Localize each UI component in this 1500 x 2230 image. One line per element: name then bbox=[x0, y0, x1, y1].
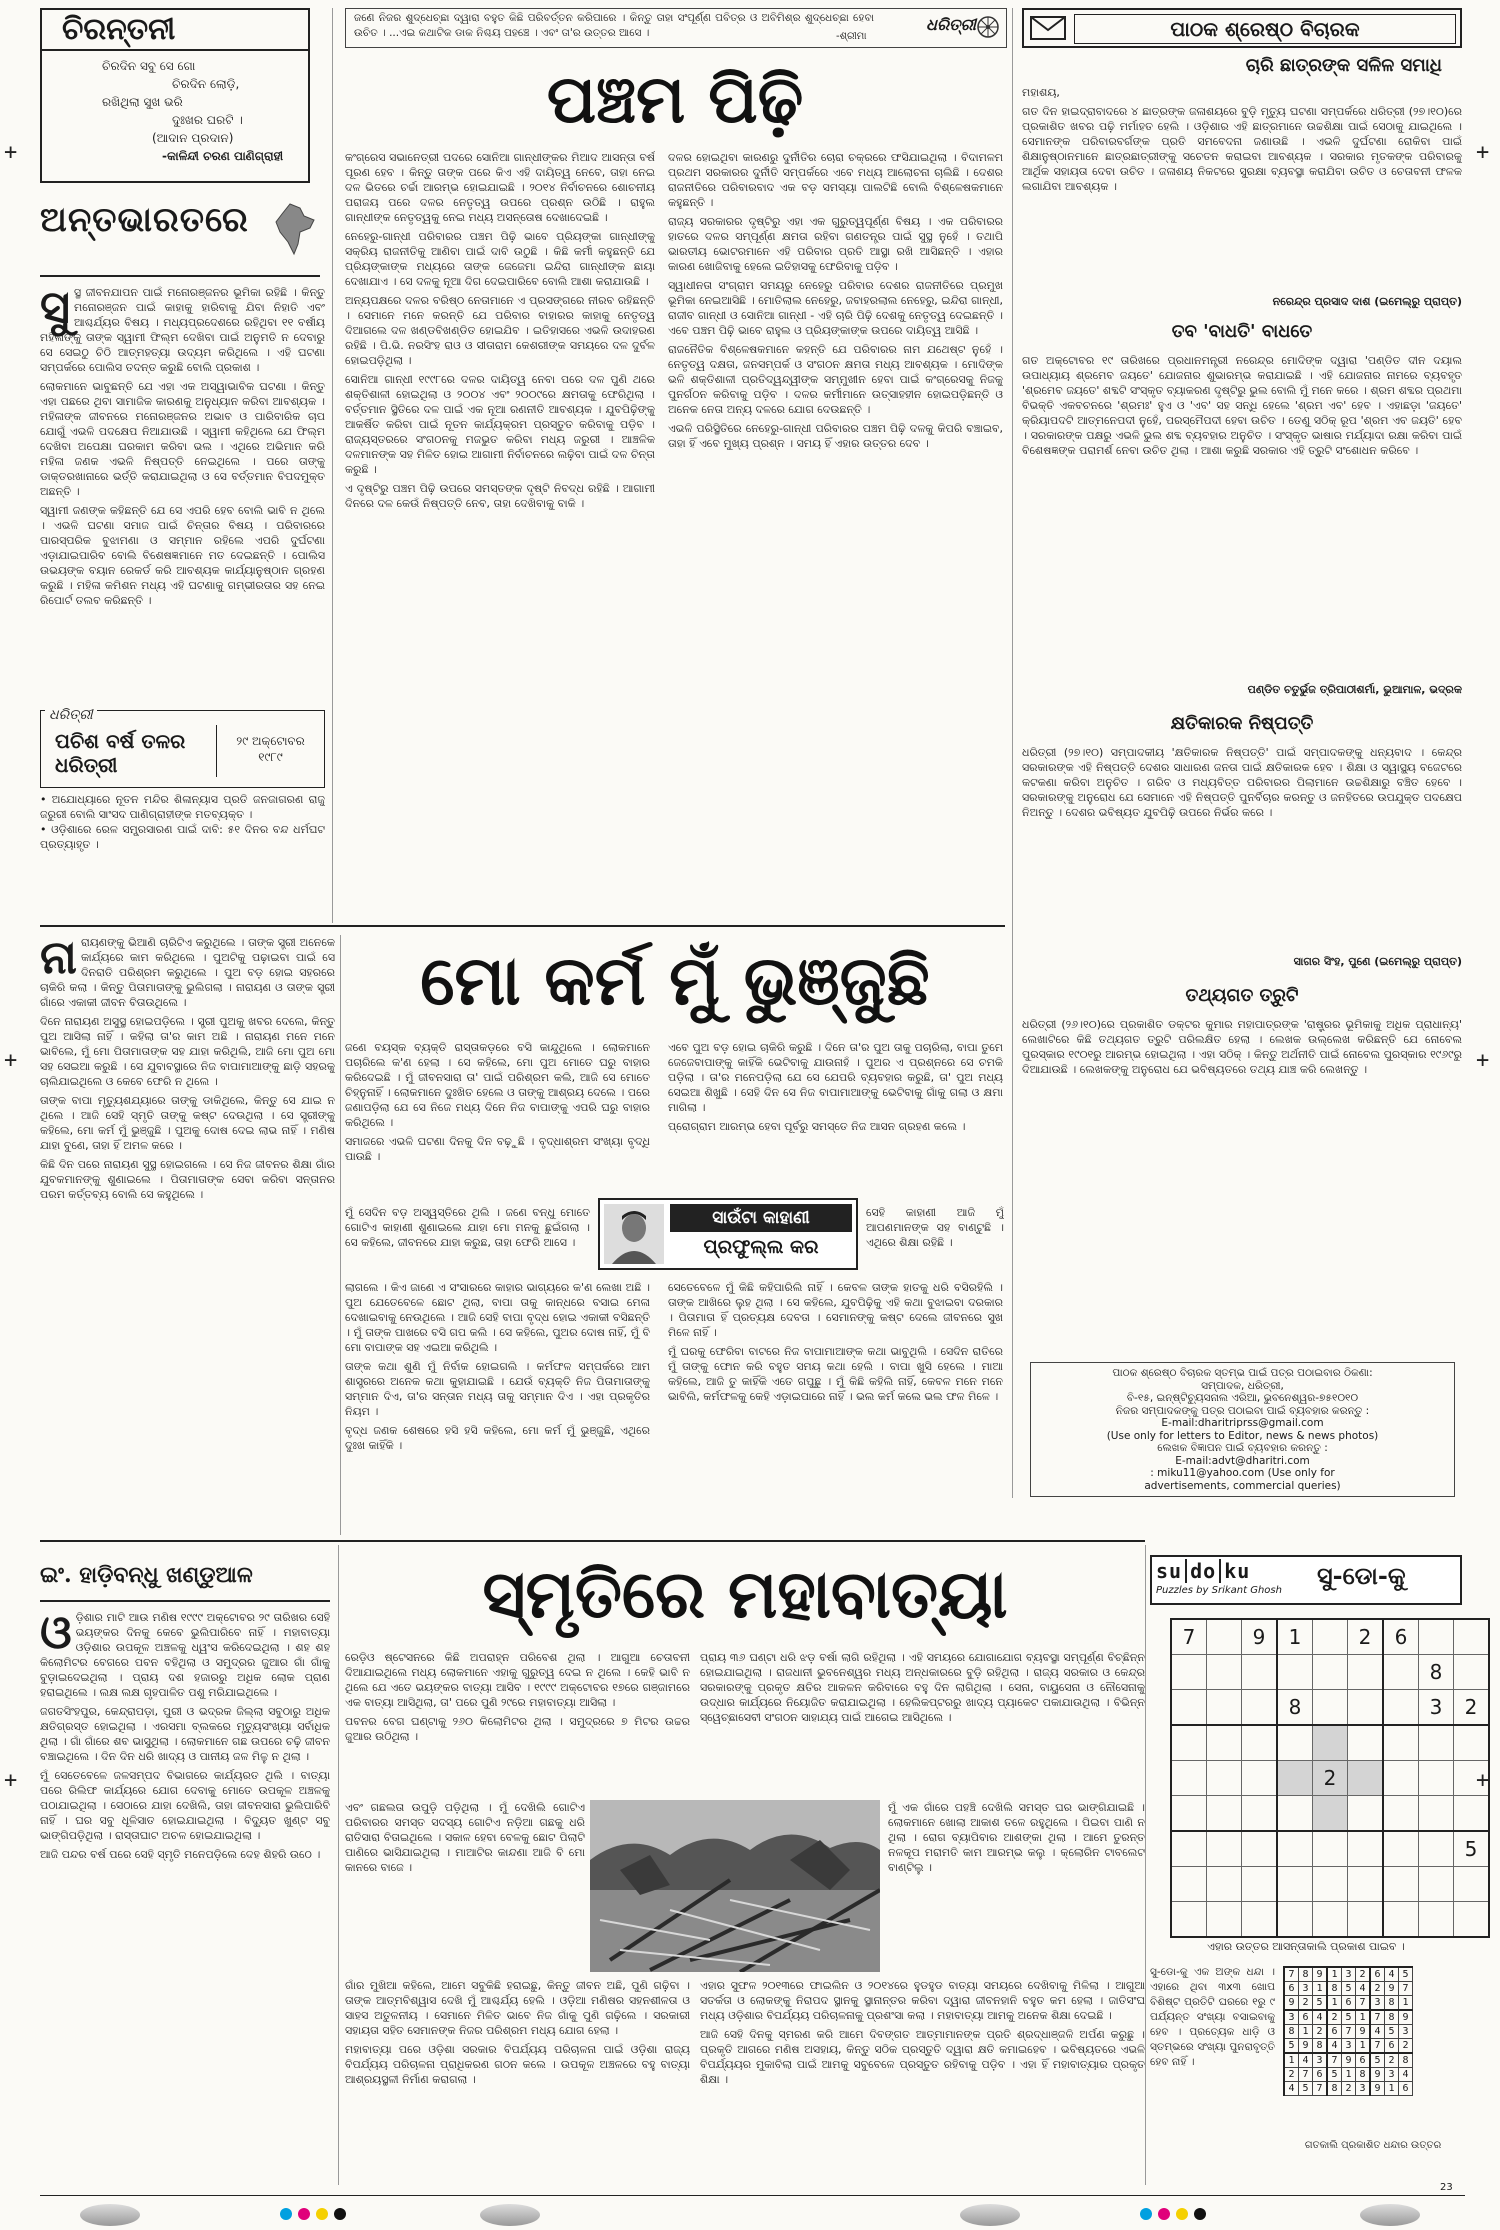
sudoku-cell[interactable] bbox=[1171, 1831, 1207, 1867]
sudoku-cell[interactable] bbox=[1313, 1831, 1348, 1867]
sudoku-cell[interactable]: 2 bbox=[1313, 1761, 1348, 1796]
sudoku-cell[interactable] bbox=[1348, 1690, 1384, 1726]
sudoku-cell[interactable] bbox=[1277, 1761, 1313, 1796]
solution-cell: 8 bbox=[1313, 2039, 1328, 2054]
letter-body: ମହାଶୟ, ଗତ ଦିନ ହାଇଦ୍ରାବାଦରେ ୪ ଛାତ୍ରଙ୍କ ଜଳାଶୟରେ ବୁଡ଼ି ମୃତ୍ୟୁ ଘଟଣା ସମ୍ପର୍କରେ ଧରିତ୍ରୀ (୨୭।୧୦)ରେ ପ୍ରକାଶିତ ଖବର ପଢ଼ି ମର୍ମାହତ ହେଲି । ଓଡ଼ିଶାର ଏହି ଛାତ୍ରମାନେ ଉଚ୍ଚଶିକ୍ଷା ପାଇଁ ସେଠାକୁ ଯାଇଥିଲେ । ସେମାନଙ୍କ ପରିବାରବର୍ଗଙ୍କ ପ୍ରତି ସମବେଦନା ଜଣାଉଛି । ଏଭଳି ଦୁର୍ଘଟଣା ରୋକିବା ପାଇଁ ଶିକ୍ଷାନୁଷ୍ଠାନମାନେ ଛାତ୍ରଛାତ୍ରୀଙ୍କୁ ସଚେତନ କରାଇବା ଆବଶ୍ୟକ । ସରକାର ମୃତକଙ୍କ ପରିବାରକୁ ଆର୍ଥିକ ସହାୟତା ଦେବା ଉଚିତ । ଜଳାଶୟ ନିକଟରେ ସୁରକ୍ଷା ବ୍ୟବସ୍ଥା କରାଯିବା ଉଚିତ ଓ ଚେତାବନୀ ଫଳକ ଲଗାଯିବା ଆବଶ୍ୟକ । bbox=[1022, 86, 1462, 193]
solution-cell: 9 bbox=[1370, 2082, 1385, 2096]
quote-author: -ଶ୍ରୀମା bbox=[836, 31, 867, 42]
solution-cell: 4 bbox=[1356, 1982, 1371, 1996]
solution-cell: 6 bbox=[1385, 2039, 1399, 2054]
sudoku-cell[interactable] bbox=[1277, 1902, 1313, 1938]
antarbharat-body: ସୁସ୍ଥ ଜୀବନଯାପନ ପାଇଁ ମନୋରଞ୍ଜନର ଭୂମିକା ରହିଛି । କିନ୍ତୁ ମନୋରଞ୍ଜନ ପାଇଁ କାହାକୁ ହାରିବାକୁ ଯିବା ନିହାତି ଏବଂ ଆଶ୍ଚର୍ଯ୍ୟର ବିଷୟ । ମଧ୍ୟପ୍ରଦେଶରେ ରହିଥିବା ୧୧ ବର୍ଷୀୟ ମହିଳାଙ୍କୁ ତାଙ୍କ ସ୍ୱାମୀ ଫିଲ୍ମ ଦେଖିବା ପାଇଁ ଅନୁମତି ନ ଦେବାରୁ ସେ ସେଇଠୁ ଚିଠି ଆତ୍ମହତ୍ୟା ଉଦ୍ୟମ କରିଥିଲେ । ଏହି ଘଟଣା ସମ୍ପର୍କରେ ପୋଲିସ ତଦନ୍ତ କରୁଛି ବୋଲି ପ୍ରକାଶ । ଲୋକମାନେ ଭାବୁଛନ୍ତି ଯେ ଏହା ଏକ ଅସ୍ୱାଭାବିକ ଘଟଣା । କିନ୍ତୁ ଏହା ପଛରେ ଥିବା ସାମାଜିକ କାରଣକୁ ଅନୁଧ୍ୟାନ କରିବା ଆବଶ୍ୟକ । ମହିଳାଙ୍କ ଜୀବନରେ ମନୋରଞ୍ଜନର ଅଭାବ ଓ ପାରିବାରିକ ଚାପ ଯୋଗୁଁ ଏଭଳି ପଦକ୍ଷେପ ନିଆଯାଉଛି । ସ୍ୱାମୀ କହିଥିଲେ ଯେ ଫିଲ୍ମ ଦେଖିବା ଅପେକ୍ଷା ଘରକାମ କରିବା ଭଲ । ଏଥିରେ ଅଭିମାନ କରି ମହିଳା ଜଣକ ଏଭଳି ନିଷ୍ପତ୍ତି ନେଇଥିଲେ । ପରେ ତାଙ୍କୁ ଡାକ୍ତରଖାନାରେ ଭର୍ତ୍ତି କରାଯାଇଥିଲା ଓ ସେ ବର୍ତ୍ତମାନ ବିପଦମୁକ୍ତ ଅଛନ୍ତି । ସ୍ୱାମୀ ଜଣଙ୍କ କହିଛନ୍ତି ଯେ ସେ ଏପରି ହେବ ବୋଲି ଭାବି ନ ଥିଲେ । ଏଭଳି ଘଟଣା ସମାଜ ପାଇଁ ଚିନ୍ତାର ବିଷୟ । ପରିବାରରେ ପାରସ୍ପରିକ ବୁଝାମଣା ଓ ସମ୍ମାନ ରହିଲେ ଏପରି ଦୁର୍ଘଟଣା ଏଡ଼ାଯାଇପାରିବ ବୋଲି ବିଶେଷଜ୍ଞମାନେ ମତ ଦେଇଛନ୍ତି । ପୋଲିସ ଉଭୟଙ୍କ ବୟାନ ରେକର୍ଡ କରି ଆବଶ୍ୟକ କାର୍ଯ୍ୟାନୁଷ୍ଠାନ ଗ୍ରହଣ କରୁଛି । ମହିଳା କମିଶନ ମଧ୍ୟ ଏହି ଘଟଣାକୁ ଗମ୍ଭୀରତାର ସହ ନେଇ ରିପୋର୍ଟ ତଲବ କରିଛନ୍ତି । bbox=[40, 285, 325, 607]
pathak-title: ପାଠକ ଶ୍ରେଷ୍ଠ ବିଚାରକ bbox=[1074, 14, 1456, 44]
flashback-date: ୨୯ ଅକ୍ଟୋବର ୧୯୮୯ bbox=[236, 734, 305, 764]
smruti-title: ସ୍ମୃତିରେ ମହାବାତ୍ୟା bbox=[482, 1555, 1008, 1633]
solution-cell: 8 bbox=[1299, 1967, 1313, 1982]
solution-cell: 1 bbox=[1399, 1996, 1413, 2011]
crop-mark: + bbox=[1476, 1768, 1490, 1793]
sudoku-cell[interactable] bbox=[1419, 1867, 1454, 1902]
sudoku-cell[interactable]: 2 bbox=[1348, 1619, 1384, 1655]
flashback-items bbox=[40, 792, 325, 852]
sudoku-cell[interactable] bbox=[1277, 1796, 1313, 1832]
crop-mark: + bbox=[4, 140, 18, 165]
sudoku-title: ସୁ-ଡୋ-କୁ bbox=[1317, 1561, 1406, 1590]
sudoku-cell[interactable] bbox=[1454, 1902, 1490, 1938]
mo-karma-col-2c: ଲାଗଲେ । କିଏ ଜାଣେ ଏ ସଂସାରରେ କାହାର ଭାଗ୍ୟରେ କ'ଣ ଲେଖା ଅଛି । ପୁଅ ଯେତେବେଳେ ଛୋଟ ଥିଲା, ବାପା ତାକୁ କାନ୍ଧରେ ବସାଇ ମେଳା ଦେଖାଇବାକୁ ନେଉଥିଲେ । ଆଜି ସେହି ବାପା ବୃଦ୍ଧ ହୋଇ ଏକାକୀ ବସିଛନ୍ତି । ମୁଁ ତାଙ୍କ ପାଖରେ ବସି ଗପ କଲି । ସେ କହିଲେ, ପୁଅର ଦୋଷ ନାହିଁ, ମୁଁ ବି ମୋ ବାପାଙ୍କ ସହ ଏଇଆ କରିଥିଲି । ତାଙ୍କ କଥା ଶୁଣି ମୁଁ ନିର୍ବାକ ହୋଇଗଲି । କର୍ମଫଳ ସମ୍ପର୍କରେ ଆମ ଶାସ୍ତ୍ରରେ ଅନେକ କଥା କୁହାଯାଇଛି । ଯେଉଁ ବ୍ୟକ୍ତି ନିଜ ପିତାମାତାଙ୍କୁ ସମ୍ମାନ ଦିଏ, ତା'ର ସନ୍ତାନ ମଧ୍ୟ ତାକୁ ସମ୍ମାନ ଦିଏ । ଏହା ପ୍ରକୃତିର ନିୟମ । ବୃଦ୍ଧ ଜଣକ ଶେଷରେ ହସି ହସି କହିଲେ, ମୋ କର୍ମ ମୁଁ ଭୁଞ୍ଜୁଛି, ଏଥିରେ ଦୁଃଖ କାହିଁକି । bbox=[345, 1281, 650, 1452]
column-rule bbox=[1145, 1545, 1146, 2185]
author-portrait-icon bbox=[604, 1204, 664, 1264]
solution-cell: 5 bbox=[1385, 2025, 1399, 2039]
mo-karma-col-3c: ସେତେବେଳେ ମୁଁ କିଛି କହିପାରିଲି ନାହିଁ । କେବଳ ତାଙ୍କ ହାତକୁ ଧରି ବସିରହିଲି । ତାଙ୍କ ଆଖିରେ ଲୁହ ଥିଲା । ସେ କହିଲେ, ଯୁବପିଢ଼ିକୁ ଏହି କଥା ବୁଝାଇବା ଦରକାର । ପିତାମାତା ହିଁ ପ୍ରତ୍ୟକ୍ଷ ଦେବତା । ସେମାନଙ୍କୁ କଷ୍ଟ ଦେଲେ ଜୀବନରେ ସୁଖ ମିଳେ ନାହିଁ । ମୁଁ ଘରକୁ ଫେରିବା ବାଟରେ ନିଜ ବାପାମାଆଙ୍କ କଥା ଭାବୁଥିଲି । ସେଦିନ ରାତିରେ ମୁଁ ତାଙ୍କୁ ଫୋନ କରି ବହୁତ ସମୟ କଥା ହେଲି । ବାପା ଖୁସି ହେଲେ । ମାଆ କହିଲେ, ଆଜି ତୁ କାହିଁକି ଏତେ ଗପୁଛୁ । ମୁଁ କିଛି କହିଲି ନାହିଁ, କେବଳ ମନେ ମନେ ଭାବିଲି, କର୍ମଫଳକୁ କେହି ଏଡ଼ାଇପାରେ ନାହିଁ । ଭଲ କର୍ମ କଲେ ଭଲ ଫଳ ମିଳେ । bbox=[668, 1281, 1003, 1403]
smruti-col-3c: ଏହାର ସୁଫଳ ୨୦୧୩ରେ ଫାଇଲିନ ଓ ୨୦୧୪ରେ ହୁଡହୁଡ ବାତ୍ୟା ସମୟରେ ଦେଖିବାକୁ ମିଳିଲା । ଆଗୁଆ ସତର୍କତା ଓ ଲୋକଙ୍କୁ ନିରାପଦ ସ୍ଥାନକୁ ସ୍ଥାନାନ୍ତର କରିବା ଦ୍ୱାରା ଜୀବନହାନି ବହୁତ କମ ହେଲା । ଜାତିସଂଘ ମଧ୍ୟ ଓଡ଼ିଶାର ବିପର୍ଯ୍ୟୟ ପରିଚାଳନାକୁ ପ୍ରଶଂସା କଲା । ମହାବାତ୍ୟା ଆମକୁ ଅନେକ ଶିକ୍ଷା ଦେଇଛି । ଆଜି ସେହି ଦିନକୁ ସ୍ମରଣ କରି ଆମେ ଦିବଙ୍ଗତ ଆତ୍ମାମାନଙ୍କ ପ୍ରତି ଶ୍ରଦ୍ଧାଞ୍ଜଳି ଅର୍ପଣ କରୁଛୁ । ପ୍ରକୃତି ଆଗରେ ମଣିଷ ଅସହାୟ, କିନ୍ତୁ ସଠିକ ପ୍ରସ୍ତୁତି ଦ୍ୱାରା କ୍ଷତି କମାଇହେବ । ଭବିଷ୍ୟତରେ ଏଭଳି ବିପର୍ଯ୍ୟୟର ମୁକାବିଲା ପାଇଁ ଆମକୁ ସବୁବେଳେ ପ୍ରସ୍ତୁତ ରହିବାକୁ ପଡ଼ିବ । ଏହା ହିଁ ମହାବାତ୍ୟାର ପ୍ରକୃତ ଶିକ୍ଷା । bbox=[700, 1979, 1145, 2086]
cyan-dot bbox=[280, 2208, 292, 2220]
black-dot bbox=[334, 2208, 346, 2220]
solution-cell: 7 bbox=[1284, 1967, 1299, 1982]
solution-cell: 9 bbox=[1385, 1982, 1399, 1996]
page-number: 23 bbox=[1440, 2182, 1453, 2193]
panchama-title: ପଞ୍ଚମ ପିଢ଼ି bbox=[546, 60, 804, 138]
saunta-author: ପ୍ରଫୁଲ୍ଲ କର bbox=[703, 1236, 819, 1258]
solution-cell: 4 bbox=[1299, 2053, 1313, 2068]
column-rule bbox=[340, 935, 341, 1535]
footer-rule bbox=[40, 2195, 1465, 2196]
sudoku-cell[interactable] bbox=[1207, 1796, 1242, 1832]
solution-cell: 4 bbox=[1370, 2025, 1385, 2039]
contact-line: ସମ୍ପାଦକ, ଧରିତ୍ରୀ, bbox=[1201, 1379, 1284, 1392]
panchama-col-2: ଦଳର ହୋଇଥିବା କାରଣରୁ ଦୁର୍ନୀତିର ଚୋରା ଚକ୍ରରେ ଫସିଯାଇଥିଲା । ବିଦାମଳମ ପ୍ରଥମ ସରକାରର ଦୁର୍ନୀତି ସମ୍ପର୍କରେ ଏବେ ମଧ୍ୟ ଆଲୋଚନା ଚାଲିଛି । ଦେଶର ରାଜନୀତିରେ ପରିବାରବାଦ ଏକ ବଡ଼ ସମସ୍ୟା ପାଲଟିଛି ବୋଲି ବିଶ୍ଳେଷକମାନେ କହୁଛନ୍ତି । ରାଜ୍ୟ ସରକାରର ଦୃଷ୍ଟିରୁ ଏହା ଏକ ଗୁରୁତ୍ୱପୂର୍ଣ୍ଣ ବିଷୟ । ଏକ ପରିବାରର ହାତରେ ଦଳର ସମ୍ପୂର୍ଣ୍ଣ କ୍ଷମତା ରହିବା ଗଣତନ୍ତ୍ର ପାଇଁ ସୁସ୍ଥ ନୁହେଁ । ତଥାପି ଭାରତୀୟ ଭୋଟରମାନେ ଏହି ପରିବାର ପ୍ରତି ଆସ୍ଥା ରଖି ଆସିଛନ୍ତି । ଏହାର କାରଣ ଖୋଜିବାକୁ ହେଲେ ଇତିହାସକୁ ଫେରିବାକୁ ପଡ଼ିବ । ସ୍ୱାଧୀନତା ସଂଗ୍ରାମ ସମୟରୁ ନେହେରୁ ପରିବାର ଦେଶର ରାଜନୀତିରେ ପ୍ରମୁଖ ଭୂମିକା ନେଇଆସିଛି । ମୋତିଲାଲ ନେହେରୁ, ଜବାହରଲାଲ ନେହେରୁ, ଇନ୍ଦିରା ଗାନ୍ଧୀ, ରାଜୀବ ଗାନ୍ଧୀ ଓ ସୋନିଆ ଗାନ୍ଧୀ - ଏହି ଚାରି ପିଢ଼ି ଦେଶକୁ ନେତୃତ୍ୱ ଦେଇଛନ୍ତି । ଏବେ ପଞ୍ଚମ ପିଢ଼ି ଭାବେ ରାହୁଲ ଓ ପ୍ରିୟଙ୍କାଙ୍କ ଉପରେ ଦାୟିତ୍ୱ ଆସିଛି । ରାଜନୈତିକ ବିଶ୍ଳେଷକମାନେ କହନ୍ତି ଯେ ପରିବାରର ନାମ ଯଥେଷ୍ଟ ନୁହେଁ । ନେତୃତ୍ୱ ଦକ୍ଷତା, ଜନସମ୍ପର୍କ ଓ ସଂଗଠନ କ୍ଷମତା ମଧ୍ୟ ଆବଶ୍ୟକ । ମୋଦିଙ୍କ ଭଳି ଶକ୍ତିଶାଳୀ ପ୍ରତିଦ୍ୱନ୍ଦ୍ୱୀଙ୍କ ସମ୍ମୁଖୀନ ହେବା ପାଇଁ କଂଗ୍ରେସକୁ ନିଜକୁ ପୁନର୍ଗଠନ କରିବାକୁ ପଡ଼ିବ । ଦଳର କର୍ମୀମାନେ ଉତ୍ସାହହୀନ ହୋଇପଡ଼ିଛନ୍ତି ଓ ଅନେକ ନେତା ଅନ୍ୟ ଦଳରେ ଯୋଗ ଦେଉଛନ୍ତି । ଏଭଳି ପରିସ୍ଥିତିରେ ନେହେରୁ-ଗାନ୍ଧୀ ପରିବାରର ପଞ୍ଚମ ପିଢ଼ି ଦଳକୁ କିପରି ବଞ୍ଚାଇବ, ତାହା ହିଁ ଏବେ ମୁଖ୍ୟ ପ୍ରଶ୍ନ । ସମୟ ହିଁ ଏହାର ଉତ୍ତର ଦେବ । bbox=[668, 151, 1003, 450]
yellow-dot bbox=[316, 2208, 328, 2220]
solution-cell: 2 bbox=[1370, 1982, 1385, 1996]
flashback-item: • ଅଯୋଧ୍ୟାରେ ନୂତନ ମନ୍ଦିର ଶିଳାନ୍ୟାସ ପ୍ରତି ଜନଜାଗରଣ ରାଜୁ ଜରୁରୀ ବୋଲି ସାଂସଦ ପାଣିଗ୍ରାହୀଙ୍କ ମତବ୍ୟକ୍ତ । bbox=[40, 793, 325, 821]
flashback-label: ପଚିଶ ବର୍ଷ ତଳର ଧରିତ୍ରୀ bbox=[55, 729, 186, 777]
solution-cell: 6 bbox=[1342, 1996, 1356, 2011]
sudoku-cell[interactable] bbox=[1383, 1867, 1419, 1902]
solution-cell: 9 bbox=[1342, 2053, 1356, 2068]
solution-cell: 4 bbox=[1385, 1967, 1399, 1982]
solution-cell: 1 bbox=[1327, 1967, 1342, 1982]
sudoku-cell[interactable] bbox=[1313, 1619, 1348, 1655]
sudoku-cell[interactable] bbox=[1454, 1867, 1490, 1902]
sudoku-cell[interactable] bbox=[1313, 1690, 1348, 1726]
sudoku-cell[interactable] bbox=[1277, 1725, 1313, 1761]
solution-cell: 3 bbox=[1370, 1996, 1385, 2011]
chirantani-box bbox=[40, 8, 310, 183]
solution-cell: 9 bbox=[1399, 2010, 1413, 2025]
sudoku-cell[interactable] bbox=[1348, 1655, 1384, 1690]
solution-cell: 5 bbox=[1284, 2039, 1299, 2054]
cyclone-damage-image bbox=[590, 1800, 880, 1972]
sudoku-cell[interactable] bbox=[1242, 1655, 1278, 1690]
sudoku-cell[interactable] bbox=[1242, 1796, 1278, 1832]
sudoku-cell[interactable] bbox=[1207, 1831, 1242, 1867]
solution-cell: 4 bbox=[1327, 2039, 1342, 2054]
yellow-dot bbox=[1176, 2208, 1188, 2220]
sudoku-grid[interactable] bbox=[1170, 1618, 1490, 1938]
letter-title: ଚାରି ଛାତ୍ରଙ୍କ ସଳିଳ ସମାଧି bbox=[1245, 55, 1442, 76]
solution-cell: 7 bbox=[1327, 2053, 1342, 2068]
solution-cell: 1 bbox=[1342, 2068, 1356, 2082]
solution-cell: 1 bbox=[1313, 1982, 1328, 1996]
letter-title: ତଥ୍ୟଗତ ତ୍ରୁଟି bbox=[1185, 985, 1299, 1006]
letter-body: ଧରିତ୍ରୀ (୨୬।୧୦)ରେ ପ୍ରକାଶିତ ଡକ୍ଟର କୁମାର ମହାପାତ୍ରଙ୍କ 'ରାଷ୍ଟ୍ରର ଭୂମିକାକୁ ଅଧିକ ପ୍ରାଧାନ୍ୟ' ଲେଖାଟିରେ କିଛି ତଥ୍ୟଗତ ତ୍ରୁଟି ପରିଲକ୍ଷିତ ହେଲା । ଲେଖକ ଉଲ୍ଲେଖ କରିଛନ୍ତି ଯେ ନୋବେଲ ପୁରସ୍କାର ୧୯୦୧ରୁ ଆରମ୍ଭ ହୋଇଥିଲା । ଏହା ସଠିକ୍ । କିନ୍ତୁ ଅର୍ଥନୀତି ପାଇଁ ନୋବେଲ ପୁରସ୍କାର ୧୯୬୯ରୁ ଦିଆଯାଉଛି । ଲେଖକଙ୍କୁ ଅନୁରୋଧ ଯେ ଭବିଷ୍ୟତରେ ତଥ୍ୟ ଯାଞ୍ଚ କରି ଲେଖନ୍ତୁ । bbox=[1022, 1018, 1462, 1076]
solution-cell: 2 bbox=[1342, 2082, 1356, 2096]
sudoku-cell[interactable] bbox=[1419, 1796, 1454, 1832]
sudoku-solution bbox=[1283, 1966, 1413, 2096]
solution-cell: 3 bbox=[1356, 2082, 1371, 2096]
contact-email[interactable]: : miku11@yahoo.com (Use only for bbox=[1150, 1467, 1335, 1479]
letter-signature: ନରେନ୍ଦ୍ର ପ୍ରସାଦ ଦାଶ (ଇମେଲ୍‌ରୁ ପ୍ରାପ୍ତ) bbox=[1272, 295, 1462, 308]
sudoku-cell[interactable]: 7 bbox=[1171, 1619, 1207, 1655]
sudoku-cell[interactable] bbox=[1383, 1690, 1419, 1726]
solution-cell: 7 bbox=[1370, 2039, 1385, 2054]
sudoku-cell[interactable] bbox=[1454, 1796, 1490, 1832]
column-rule bbox=[332, 8, 333, 923]
letter-salutation: ମହାଶୟ, bbox=[1022, 86, 1060, 99]
letter-signature: ପଣ୍ଡିତ ଚତୁର୍ଭୁଜ ତ୍ରିପାଠୀଶର୍ମା, ଭୁଆମାଳ, ଭଦ୍ରକ bbox=[1247, 683, 1462, 696]
letter-title: ତବ 'ବାଧତି' ବାଧତେ bbox=[1171, 321, 1313, 342]
solution-cell: 3 bbox=[1313, 2053, 1328, 2068]
crop-mark: + bbox=[4, 1048, 18, 1073]
section-divider bbox=[40, 925, 1005, 927]
solution-cell: 8 bbox=[1399, 2053, 1413, 2068]
solution-cell: 3 bbox=[1399, 2025, 1413, 2039]
solution-cell: 6 bbox=[1356, 2053, 1371, 2068]
sudoku-cell[interactable]: 8 bbox=[1419, 1655, 1454, 1690]
wheel-icon bbox=[976, 15, 1000, 39]
solution-cell: 6 bbox=[1327, 2025, 1342, 2039]
panchama-col-1: କଂଗ୍ରେସ ସଭାନେତ୍ରୀ ପଦରେ ସୋନିଆ ଗାନ୍ଧୀଙ୍କର ମିଆଦ ଆସନ୍ତା ବର୍ଷ ପୂରଣ ହେବ । କିନ୍ତୁ ତାଙ୍କ ପରେ କିଏ ଏହି ଦାୟିତ୍ୱ ନେବେ, ତାହା ନେଇ ଦଳ ଭିତରେ ଚର୍ଚ୍ଚା ଆରମ୍ଭ ହୋଇଯାଇଛି । ୨୦୧୪ ନିର୍ବାଚନରେ ଶୋଚନୀୟ ପରାଜୟ ପରେ ଦଳର ନେତୃତ୍ୱ ଉପରେ ପ୍ରଶ୍ନ ଉଠିଛି । ରାହୁଲ ଗାନ୍ଧୀଙ୍କ ନେତୃତ୍ୱକୁ ନେଇ ମଧ୍ୟ ଅସନ୍ତୋଷ ଦେଖାଦେଇଛି । ନେହେରୁ-ଗାନ୍ଧୀ ପରିବାରର ପଞ୍ଚମ ପିଢ଼ି ଭାବେ ପ୍ରିୟଙ୍କା ଗାନ୍ଧୀଙ୍କୁ ସକ୍ରିୟ ରାଜନୀତିକୁ ଆଣିବା ପାଇଁ ଦାବି ଉଠୁଛି । କିଛି କର୍ମୀ କହୁଛନ୍ତି ଯେ ପ୍ରିୟଙ୍କାଙ୍କ ମଧ୍ୟରେ ତାଙ୍କ ଜେଜେମା ଇନ୍ଦିରା ଗାନ୍ଧୀଙ୍କ ଛାୟା ଦେଖାଯାଏ । ସେ ଦଳକୁ ନୂଆ ଦିଗ ଦେଇପାରିବେ ବୋଲି ଆଶା କରାଯାଉଛି । ଅନ୍ୟପକ୍ଷରେ ଦଳର ବରିଷ୍ଠ ନେତାମାନେ ଏ ପ୍ରସଙ୍ଗରେ ନୀରବ ରହିଛନ୍ତି । ସେମାନେ ମନେ କରନ୍ତି ଯେ ପରିବାର ବାହାରର କାହାକୁ ନେତୃତ୍ୱ ଦିଆଗଲେ ଦଳ ଖଣ୍ଡବିଖଣ୍ଡିତ ହୋଇଯିବ । ଇତିହାସରେ ଏଭଳି ଉଦାହରଣ ରହିଛି । ପି.ଭି. ନରସିଂହ ରାଓ ଓ ସୀତାରାମ କେଶରୀଙ୍କ ସମୟରେ ଦଳ ଦୁର୍ବଳ ହୋଇପଡ଼ିଥିଲା । ସୋନିଆ ଗାନ୍ଧୀ ୧୯୯୮ରେ ଦଳର ଦାୟିତ୍ୱ ନେବା ପରେ ଦଳ ପୁଣି ଥରେ ଶକ୍ତିଶାଳୀ ହୋଇଥିଲା ଓ ୨୦୦୪ ଏବଂ ୨୦୦୯ରେ କ୍ଷମତାକୁ ଫେରିଥିଲା । ବର୍ତ୍ତମାନ ସ୍ଥିତିରେ ଦଳ ପାଇଁ ଏକ ନୂଆ ରଣନୀତି ଆବଶ୍ୟକ । ଯୁବପିଢ଼ିଙ୍କୁ ଆକର୍ଷିତ କରିବା ପାଇଁ ନୂତନ କାର୍ଯ୍ୟକ୍ରମ ପ୍ରସ୍ତୁତ କରିବାକୁ ପଡ଼ିବ । ରାଜ୍ୟସ୍ତରରେ ସଂଗଠନକୁ ମଜଭୁତ କରିବା ମଧ୍ୟ ଜରୁରୀ । ଆଞ୍ଚଳିକ ଦଳମାନଙ୍କ ସହ ମିଳିତ ହୋଇ ଆଗାମୀ ନିର୍ବାଚନରେ ଲଢ଼ିବା ପାଇଁ ଦଳ ଚିନ୍ତା କରୁଛି । ଏ ଦୃଷ୍ଟିରୁ ପଞ୍ଚମ ପିଢ଼ି ଉପରେ ସମସ୍ତଙ୍କ ଦୃଷ୍ଟି ନିବଦ୍ଧ ରହିଛି । ଆଗାମୀ ଦିନରେ ଦଳ କେଉଁ ନିଷ୍ପତ୍ତି ନେବ, ତାହା ଦେଖିବାକୁ ବାକି । bbox=[345, 151, 655, 510]
solution-cell: 9 bbox=[1356, 2025, 1371, 2039]
cyan-dot bbox=[1140, 2208, 1152, 2220]
quote-box bbox=[345, 8, 1007, 48]
envelope-icon bbox=[1030, 16, 1066, 40]
sudoku-cell[interactable] bbox=[1242, 1902, 1278, 1938]
divider bbox=[40, 275, 320, 277]
sudoku-cell[interactable] bbox=[1419, 1761, 1454, 1796]
sudoku-cell[interactable] bbox=[1383, 1831, 1419, 1867]
solution-cell: 5 bbox=[1399, 1967, 1413, 1982]
sudoku-cell[interactable] bbox=[1419, 1902, 1454, 1938]
sudoku-cell[interactable] bbox=[1454, 1619, 1490, 1655]
cyclone-photo bbox=[590, 1800, 880, 1972]
sudoku-cell[interactable] bbox=[1277, 1831, 1313, 1867]
sudoku-note: ଏହାର ଉତ୍ତର ଆସନ୍ତାକାଲି ପ୍ରକାଶ ପାଇବ । bbox=[1207, 1940, 1405, 1953]
sudoku-cell[interactable] bbox=[1242, 1867, 1278, 1902]
sudoku-cell[interactable] bbox=[1454, 1761, 1490, 1796]
antarbharat-title: ଅନ୍ତଭାରତରେ bbox=[40, 200, 249, 240]
solution-cell: 1 bbox=[1356, 2010, 1371, 2025]
sudoku-cell[interactable] bbox=[1242, 1690, 1278, 1726]
solution-cell: 9 bbox=[1370, 2068, 1385, 2082]
solution-cell: 5 bbox=[1299, 2082, 1313, 2096]
sudoku-cell[interactable] bbox=[1454, 1725, 1490, 1761]
sudoku-cell[interactable] bbox=[1207, 1725, 1242, 1761]
quote-text: ଜଣେ ନିଜର ଶୁଦ୍ଧେଚ୍ଛା ଦ୍ୱାରା ବହୁତ କିଛି ପରିବର୍ତ୍ତନ କରିପାରେ । କିନ୍ତୁ ତାହା ସଂପୂର୍ଣ୍ଣ ପବିତ୍ର ଓ ଅବିମିଶ୍ର ଶୁଦ୍ଧେଚ୍ଛା ହେବା ଉଚିତ । ...ଏଇ କଥାଟିକ ଡାକ ନିଶ୍ଚୟ ପହଞ୍ଚେ । ଏବଂ ତା'ର ଉତ୍ତର ଆସେ । bbox=[354, 12, 874, 39]
smruti-col-2a: ରେଡ଼ିଓ ଷ୍ଟେସନରେ କିଛି ଅପରାହ୍ନ ପରିବେଶ ଥିଲା । ଆଗୁଆ ଚେତାବନୀ ଦିଆଯାଇଥିଲେ ମଧ୍ୟ ଲୋକମାନେ ଏହାକୁ ଗୁରୁତ୍ୱ ଦେଇ ନ ଥିଲେ । କେହି ଭାବି ନ ଥିଲେ ଯେ ଏତେ ଭୟଙ୍କର ବାତ୍ୟା ଆସିବ । ୧୯୯୯ ଅକ୍ଟୋବର ୧୭ରେ ଗଞ୍ଜାମରେ ଏକ ବାତ୍ୟା ଆସିଥିଲା, ତା' ପରେ ପୁଣି ୨୯ରେ ମହାବାତ୍ୟା ଆସିଲା । ପବନର ବେଗ ଘଣ୍ଟାକୁ ୨୬୦ କିଲୋମିଟର ଥିଲା । ସମୁଦ୍ରରେ ୭ ମିଟର ଉଚ୍ଚର ଜୁଆର ଉଠିଥିଲା । bbox=[345, 1651, 690, 1743]
solution-cell: 8 bbox=[1327, 1982, 1342, 1996]
magenta-dot bbox=[298, 2208, 310, 2220]
sudoku-cell[interactable] bbox=[1383, 1796, 1419, 1832]
sudoku-logo: do bbox=[1190, 1559, 1217, 1583]
poet-name: -କାଳିନ୍ଦୀ ଚରଣ ପାଣିଗ୍ରାହୀ bbox=[162, 149, 284, 163]
solution-cell: 2 bbox=[1356, 1967, 1371, 1982]
contact-line: ପାଠକ ଶ୍ରେଷ୍ଠ ବିଚାରକ ସ୍ତମ୍ଭ ପାଇଁ ପତ୍ର ପଠାଇବାର ଠିକଣା: bbox=[1112, 1367, 1373, 1379]
crop-mark: + bbox=[1476, 1048, 1490, 1073]
sudoku-cell[interactable] bbox=[1242, 1725, 1278, 1761]
solution-cell: 5 bbox=[1342, 1982, 1356, 1996]
solution-cell: 3 bbox=[1299, 1982, 1313, 1996]
sudoku-byline: Puzzles by Srikant Ghosh bbox=[1156, 1585, 1282, 1596]
solution-cell: 5 bbox=[1327, 2068, 1342, 2082]
solution-cell: 5 bbox=[1370, 2053, 1385, 2068]
contact-email[interactable]: E-mail:dharitriprss@gmail.com bbox=[1161, 1417, 1324, 1429]
solution-cell: 7 bbox=[1313, 2082, 1328, 2096]
letters-column bbox=[1022, 55, 1462, 1495]
solution-cell: 8 bbox=[1385, 1996, 1399, 2011]
solution-cell: 6 bbox=[1399, 2082, 1413, 2096]
smruti-col-2c: ଗାଁର ମୁଖିଆ କହିଲେ, ଆମେ ସବୁକିଛି ହରାଇଛୁ, କିନ୍ତୁ ଜୀବନ ଅଛି, ପୁଣି ଗଢ଼ିବା । ତାଙ୍କ ଆତ୍ମବିଶ୍ୱାସ ଦେଖି ମୁଁ ଆଶ୍ଚର୍ଯ୍ୟ ହେଲି । ଓଡ଼ିଆ ମଣିଷର ସହନଶୀଳତା ଓ ସାହସ ଅତୁଳନୀୟ । ସେମାନେ ମିଳିତ ଭାବେ ନିଜ ଗାଁକୁ ପୁଣି ଗଢ଼ିଲେ । ସରକାରୀ ସହାୟତା ସହିତ ସେମାନଙ୍କ ନିଜର ପରିଶ୍ରମ ମଧ୍ୟ ଯୋଗ ହେଲା । ମହାବାତ୍ୟା ପରେ ଓଡ଼ିଶା ସରକାର ବିପର୍ଯ୍ୟୟ ପରିଚାଳନା ପାଇଁ ଓଡ଼ିଶା ରାଜ୍ୟ ବିପର୍ଯ୍ୟୟ ପରିଚାଳନା ପ୍ରାଧିକରଣ ଗଠନ କଲେ । ଉପକୂଳ ଅଞ୍ଚଳରେ ବହୁ ବାତ୍ୟା ଆଶ୍ରୟସ୍ଥଳୀ ନିର୍ମାଣ କରାଗଲା । bbox=[345, 1979, 690, 2086]
column-rule bbox=[1012, 8, 1013, 1498]
crop-mark: + bbox=[1476, 140, 1490, 165]
contact-line: (Use only for letters to Editor, news & news photos) bbox=[1106, 1429, 1379, 1442]
solution-cell: 2 bbox=[1313, 2025, 1328, 2039]
sudoku-cell[interactable] bbox=[1383, 1761, 1419, 1796]
column-rule bbox=[338, 1545, 339, 2185]
sudoku-cell[interactable]: 9 bbox=[1242, 1619, 1278, 1655]
sudoku-cell[interactable] bbox=[1419, 1725, 1454, 1761]
sudoku-cell[interactable] bbox=[1171, 1761, 1207, 1796]
flashback-item: • ଓଡ଼ିଶାରେ ରେଳ ସମ୍ପ୍ରସାରଣ ପାଇଁ ଦାବି: ୫୧ ଦିନର ବନ୍ଦ ଧର୍ମଘଟ ପ୍ରତ୍ୟାହୃତ । bbox=[40, 823, 325, 851]
section-divider bbox=[40, 1540, 1145, 1542]
divider bbox=[40, 1600, 330, 1602]
letter-body: ଧରିତ୍ରୀ (୨୭।୧୦) ସମ୍ପାଦକୀୟ 'କ୍ଷତିକାରକ ନିଷ୍ପତ୍ତି' ପାଇଁ ସମ୍ପାଦକଙ୍କୁ ଧନ୍ୟବାଦ । କେନ୍ଦ୍ର ସରକାରଙ୍କ ଏହି ନିଷ୍ପତ୍ତି ଦେଶର ସାଧାରଣ ଜନତା ପାଇଁ କ୍ଷତିକାରକ ହେବ । ଶିକ୍ଷା ଓ ସ୍ୱାସ୍ଥ୍ୟ ବଜେଟରେ କଟକଣା କରିବା ଅନୁଚିତ । ଗରିବ ଓ ମଧ୍ୟବିତ୍ତ ପରିବାରର ପିଲାମାନେ ଉଚ୍ଚଶିକ୍ଷାରୁ ବଞ୍ଚିତ ହେବେ । ସରକାରଙ୍କୁ ଅନୁରୋଧ ଯେ ସେମାନେ ଏହି ନିଷ୍ପତ୍ତି ପୁନର୍ବିଚାର କରନ୍ତୁ ଓ ଜନହିତରେ ଉପଯୁକ୍ତ ପଦକ୍ଷେପ ନିଅନ୍ତୁ । ଦେଶର ଭବିଷ୍ୟତ ଯୁବପିଢ଼ି ଉପରେ ନିର୍ଭର କରେ । bbox=[1022, 746, 1462, 819]
registration-mark bbox=[960, 2204, 1020, 2226]
antarbharat-header bbox=[40, 200, 320, 270]
sudoku-cell[interactable] bbox=[1207, 1690, 1242, 1726]
sudoku-cell[interactable] bbox=[1419, 1831, 1454, 1867]
solution-cell: 7 bbox=[1299, 2068, 1313, 2082]
sudoku-cell[interactable] bbox=[1171, 1902, 1207, 1938]
mo-karma-col-3a: ଏବେ ପୁଅ ବଡ଼ ହୋଇ ଚାକିରି କରୁଛି । ଦିନେ ତା'ର ପୁଅ ତାକୁ ପଚାରିଲା, ବାପା ତୁମେ ଜେଜେବାପାଙ୍କୁ କାହିଁକି ଭେଟିବାକୁ ଯାଉନାହଁ । ପୁଅର ଏ ପ୍ରଶ୍ନରେ ସେ ଚମକି ପଡ଼ିଲା । ତା'ର ମନେପଡ଼ିଲା ଯେ ସେ ଯେପରି ବ୍ୟବହାର କରୁଛି, ତା' ପୁଅ ମଧ୍ୟ ସେଇଆ ଶିଖୁଛି । ସେହି ଦିନ ସେ ନିଜ ବାପାମାଆଙ୍କୁ ଭେଟିବାକୁ ଗାଁକୁ ଗଲା ଓ କ୍ଷମା ମାଗିଲା । ପ୍ରୋଗ୍ରାମ ଆରମ୍ଭ ହେବା ପୂର୍ବରୁ ସମସ୍ତେ ନିଜ ଆସନ ଗ୍ରହଣ କଲେ । bbox=[668, 1041, 1003, 1133]
contact-line: ବି-୧୫, ଇନ୍‌ଷ୍ଟିଚ୍ୟୁସନାଲ ଏରିଆ, ଭୁବନେଶ୍ୱର-୭୫୧୦୧୦ bbox=[1126, 1392, 1359, 1404]
solution-cell: 9 bbox=[1313, 1967, 1328, 1982]
sudoku-cell[interactable] bbox=[1207, 1655, 1242, 1690]
solution-cell: 1 bbox=[1327, 1996, 1342, 2011]
pathak-header bbox=[1022, 8, 1462, 48]
smruti-col-3b: ମୁଁ ଏକ ଗାଁରେ ପହଞ୍ଚି ଦେଖିଲି ସମସ୍ତ ଘର ଭାଙ୍ଗିଯାଇଛି । ଲୋକମାନେ ଖୋଲା ଆକାଶ ତଳେ ରହୁଥିଲେ । ପିଇବା ପାଣି ନ ଥିଲା । ରୋଗ ବ୍ୟାପିବାର ଆଶଙ୍କା ଥିଲା । ଆମେ ତୁରନ୍ତ ନଳକୂପ ମରାମତି କାମ ଆରମ୍ଭ କଲୁ । କ୍ଲୋରିନ ଟାବଲେଟ ବାଣ୍ଟିଲୁ । bbox=[888, 1801, 1145, 1874]
mo-karma-col-2a: ଜଣେ ବୟସ୍କ ବ୍ୟକ୍ତି ରାସ୍ତାକଡ଼ରେ ବସି କାନ୍ଦୁଥିଲେ । ଲୋକମାନେ ପଚାରିଲେ କ'ଣ ହେଲା । ସେ କହିଲେ, ମୋ ପୁଅ ମୋତେ ଘରୁ ବାହାର କରିଦେଇଛି । ମୁଁ ଜୀବନସାରା ତା' ପାଇଁ ପରିଶ୍ରମ କଲି, ଆଜି ସେ ମୋତେ ଚିହ୍ନୁନାହିଁ । ଲୋକମାନେ ଦୁଃଖିତ ହେଲେ ଓ ତାଙ୍କୁ ଆଶ୍ରୟ ଦେଲେ । ପରେ ଜଣାପଡ଼ିଲା ଯେ ସେ ନିଜେ ମଧ୍ୟ ଦିନେ ନିଜ ବାପାଙ୍କୁ ଏପରି ଘରୁ ବାହାର କରିଥିଲେ । ସମାଜରେ ଏଭଳି ଘଟଣା ଦିନକୁ ଦିନ ବଢ଼ୁଛି । ବୃଦ୍ଧାଶ୍ରମ ସଂଖ୍ୟା ବୃଦ୍ଧି ପାଉଛି । bbox=[345, 1041, 650, 1163]
registration-mark bbox=[480, 2204, 540, 2226]
solution-cell: 2 bbox=[1299, 1996, 1313, 2011]
solution-cell: 2 bbox=[1327, 2010, 1342, 2025]
mo-karma-col-3b: ସେହି କାହାଣୀ ଆଜି ମୁଁ ଆପଣମାନଙ୍କ ସହ ବାଣ୍ଟୁଛି । ଏଥିରେ ଶିକ୍ଷା ରହିଛି । bbox=[866, 1206, 1004, 1249]
solution-cell: 9 bbox=[1299, 2039, 1313, 2054]
flashback-box bbox=[40, 707, 325, 851]
solution-cell: 2 bbox=[1399, 2039, 1413, 2054]
poem-line: ରଖିଥିଲା ସୁଖ ଭରି bbox=[102, 95, 183, 109]
solution-cell: 1 bbox=[1356, 2039, 1371, 2054]
sudoku-cell[interactable] bbox=[1171, 1867, 1207, 1902]
sudoku-cell[interactable] bbox=[1419, 1619, 1454, 1655]
saunta-label: ସାଉଁଟା କାହାଣୀ bbox=[670, 1204, 852, 1232]
contact-box bbox=[1030, 1362, 1455, 1497]
solution-cell: 4 bbox=[1313, 2010, 1328, 2025]
sudoku-cell[interactable] bbox=[1171, 1796, 1207, 1832]
poem-line: (ଆଦାନ ପ୍ରଦାନ) bbox=[152, 131, 234, 145]
sudoku-cell[interactable] bbox=[1207, 1902, 1242, 1938]
sudoku-logo: ku bbox=[1224, 1559, 1251, 1583]
sudoku-cell[interactable]: 8 bbox=[1277, 1690, 1313, 1726]
mo-karma-title: ମୋ କର୍ମ ମୁଁ ଭୁଞ୍ଜୁଛି bbox=[420, 941, 930, 1021]
contact-line: ନିଜର ସମ୍ପାଦକଙ୍କୁ ପତ୍ର ପଠାଇବା ପାଇଁ ବ୍ୟବହାର କରନ୍ତୁ : bbox=[1115, 1404, 1370, 1417]
india-map-icon bbox=[270, 202, 320, 257]
saunta-box bbox=[598, 1198, 858, 1270]
mo-karma-col-2b: ମୁଁ ସେଦିନ ବଡ଼ ଅସ୍ୱସ୍ତିରେ ଥିଲି । ଜଣେ ବନ୍ଧୁ ମୋତେ ଗୋଟିଏ କାହାଣୀ ଶୁଣାଇଲେ ଯାହା ମୋ ମନକୁ ଛୁଇଁଗଲା । ସେ କହିଲେ, ଜୀବନରେ ଯାହା କରୁଛ, ତାହା ଫେରି ଆସେ । bbox=[345, 1206, 590, 1249]
registration-mark bbox=[1360, 2204, 1420, 2226]
sudoku-cell[interactable] bbox=[1313, 1796, 1348, 1832]
solution-cell: 3 bbox=[1342, 1967, 1356, 1982]
poem-line: ଚିରଦିନ ଲୋଡ଼ି, bbox=[172, 77, 240, 91]
sudoku-cell[interactable] bbox=[1242, 1831, 1278, 1867]
contact-line: advertisements, commercial queries) bbox=[1144, 1479, 1341, 1492]
solution-cell: 1 bbox=[1284, 2053, 1299, 2068]
dharitri-logo: ଧରିତ୍ରୀ bbox=[926, 15, 976, 34]
sudoku-cell[interactable] bbox=[1207, 1761, 1242, 1796]
solution-cell: 8 bbox=[1356, 2068, 1371, 2082]
sudoku-solution-label: ଗତକାଲି ପ୍ରକାଶିତ ଧନ୍ଦାର ଉତ୍ତର bbox=[1304, 2140, 1442, 2151]
solution-cell: 3 bbox=[1342, 2039, 1356, 2054]
smruti-col-3a: ପ୍ରାୟ ୩୬ ଘଣ୍ଟା ଧରି ଝଡ଼ ବର୍ଷା ଲାଗି ରହିଥିଲା । ଏହି ସମୟରେ ଯୋଗାଯୋଗ ବ୍ୟବସ୍ଥା ସମ୍ପୂର୍ଣ୍ଣ ବିଚ୍ଛିନ୍ନ ହୋଇଯାଇଥିଲା । ରାଜଧାନୀ ଭୁବନେଶ୍ୱର ମଧ୍ୟ ଅନ୍ଧକାରରେ ବୁଡ଼ି ରହିଥିଲା । ରାଜ୍ୟ ସରକାର ଓ କେନ୍ଦ୍ର ସରକାରଙ୍କୁ ପ୍ରକୃତ କ୍ଷତିର ଆକଳନ କରିବାରେ ବହୁ ଦିନ ଲାଗିଥିଲା । ସେନା, ବାୟୁସେନା ଓ ନୌସେନାକୁ ଉଦ୍ଧାର କାର୍ଯ୍ୟରେ ନିୟୋଜିତ କରାଯାଇଥିଲା । ହେଲିକପ୍ଟରରୁ ଖାଦ୍ୟ ପ୍ୟାକେଟ ପକାଯାଉଥିଲା । ବିଭିନ୍ନ ସ୍ୱେଚ୍ଛାସେବୀ ସଂଗଠନ ସାହାଯ୍ୟ ପାଇଁ ଆଗେଇ ଆସିଥିଲେ । bbox=[700, 1651, 1145, 1724]
chirantani-title: ଚିରନ୍ତନୀ bbox=[62, 12, 176, 47]
sudoku-cell[interactable] bbox=[1348, 1831, 1384, 1867]
poem-line: ଚିରଦିନ ସବୁ ସେ ଗୋ bbox=[102, 59, 196, 73]
sudoku-cell[interactable] bbox=[1277, 1655, 1313, 1690]
magenta-dot bbox=[1158, 2208, 1170, 2220]
sudoku-cell[interactable] bbox=[1171, 1725, 1207, 1761]
solution-cell: 5 bbox=[1342, 2010, 1356, 2025]
sudoku-cell[interactable] bbox=[1348, 1902, 1384, 1938]
solution-cell: 9 bbox=[1284, 1996, 1299, 2011]
registration-mark bbox=[80, 2204, 140, 2226]
solution-cell: 1 bbox=[1299, 2025, 1313, 2039]
sudoku-cell[interactable] bbox=[1383, 1655, 1419, 1690]
sudoku-cell[interactable] bbox=[1348, 1796, 1384, 1832]
solution-cell: 7 bbox=[1399, 1982, 1413, 1996]
sudoku-cell[interactable] bbox=[1207, 1619, 1242, 1655]
contact-line: ଲେଖକ ବିଜ୍ଞାପନ ପାଇଁ ବ୍ୟବହାର କରନ୍ତୁ : bbox=[1157, 1442, 1328, 1454]
color-registration-bar bbox=[1140, 2208, 1206, 2220]
sudoku-cell[interactable] bbox=[1348, 1725, 1384, 1761]
sudoku-cell[interactable]: 3 bbox=[1419, 1690, 1454, 1726]
smruti-author: ଇଂ. ହାଡ଼ିବନ୍ଧୁ ଖଣ୍ଡୁଆଳ bbox=[40, 1562, 253, 1588]
solution-cell: 8 bbox=[1284, 2025, 1299, 2039]
solution-cell: 6 bbox=[1284, 1982, 1299, 1996]
sudoku-instructions: ସୁ-ଡୋ-କୁ ଏକ ଅଙ୍କ ଧନ୍ଦା । ଏହାରେ ଥିବା ୩x୩ ଖୋପ ବିଶିଷ୍ଟ ପ୍ରତିଟି ଘରରେ ୧ରୁ ୯ ପର୍ଯ୍ୟନ୍ତ ସଂଖ୍ୟା ବସାଇବାକୁ ହେବ । ପ୍ରତ୍ୟେକ ଧାଡ଼ି ଓ ସ୍ତମ୍ଭରେ ସଂଖ୍ୟା ପୁନରାବୃତ୍ତି ହେବ ନାହିଁ । bbox=[1150, 1966, 1275, 2068]
solution-cell: 6 bbox=[1370, 1967, 1385, 1982]
sudoku-cell[interactable] bbox=[1207, 1867, 1242, 1902]
letter-body: ଗତ ଅକ୍ଟୋବର ୧୯ ତାରିଖରେ ପ୍ରଧାନମନ୍ତ୍ରୀ ନରେନ୍ଦ୍ର ମୋଦିଙ୍କ ଦ୍ୱାରା 'ପଣ୍ଡିତ ଦୀନ ଦୟାଲ ଉପାଧ୍ୟାୟ ଶ୍ରମେବ ଜୟତେ' ଯୋଜନାର ଶୁଭାରମ୍ଭ କରାଯାଇଛି । ଏହି ଯୋଜନାର ନାମରେ ବ୍ୟବହୃତ 'ଶ୍ରମେବ ଜୟତେ' ଶବ୍ଦଟି ସଂସ୍କୃତ ବ୍ୟାକରଣ ଦୃଷ୍ଟିରୁ ଭୁଲ ବୋଲି ମୁଁ ମନେ କରେ । ଶ୍ରମ ଶବ୍ଦର ପ୍ରଥମା ବିଭକ୍ତି ଏକବଚନରେ 'ଶ୍ରମଃ' ହୁଏ ଓ 'ଏବ' ସହ ସନ୍ଧି ହେଲେ 'ଶ୍ରମ ଏବ' ହେବ । ଏହାଛଡ଼ା 'ଜୟତେ' କ୍ରିୟାପଦଟି ଆତ୍ମନେପଦୀ ନୁହେଁ, ପରସ୍ମୈପଦୀ ହେବା ଉଚିତ । ତେଣୁ ସଠିକ୍ ରୂପ 'ଶ୍ରମ ଏବ ଜୟତି' ହେବ । ସରକାରଙ୍କ ପକ୍ଷରୁ ଏଭଳି ଭୁଲ ଶବ୍ଦ ବ୍ୟବହାର ଅନୁଚିତ । ସଂସ୍କୃତ ଭାଷାର ମର୍ଯ୍ୟାଦା ରକ୍ଷା କରିବା ପାଇଁ ବିଶେଷଜ୍ଞଙ୍କ ପରାମର୍ଶ ନେବା ଉଚିତ ଥିଲା । ଆଶା କରୁଛି ସରକାର ଏହି ତ୍ରୁଟି ସଂଶୋଧନ କରିବେ । bbox=[1022, 354, 1462, 457]
solution-cell: 3 bbox=[1284, 2010, 1299, 2025]
color-registration-bar bbox=[280, 2208, 346, 2220]
sudoku-cell[interactable] bbox=[1313, 1655, 1348, 1690]
solution-cell: 6 bbox=[1299, 2010, 1313, 2025]
solution-cell: 8 bbox=[1327, 2082, 1342, 2096]
sudoku-cell[interactable]: 1 bbox=[1277, 1619, 1313, 1655]
solution-cell: 2 bbox=[1385, 2053, 1399, 2068]
solution-cell: 8 bbox=[1385, 2010, 1399, 2025]
solution-cell: 5 bbox=[1313, 1996, 1328, 2011]
black-dot bbox=[1194, 2208, 1206, 2220]
contact-email[interactable]: E-mail:advt@dharitri.com bbox=[1175, 1454, 1310, 1467]
sudoku-cell[interactable] bbox=[1313, 1725, 1348, 1761]
sudoku-cell[interactable] bbox=[1348, 1867, 1384, 1902]
solution-cell: 7 bbox=[1370, 2010, 1385, 2025]
solution-cell: 7 bbox=[1356, 1996, 1371, 2011]
letter-title: କ୍ଷତିକାରକ ନିଷ୍ପତ୍ତି bbox=[1170, 713, 1314, 734]
solution-cell: 4 bbox=[1399, 2068, 1413, 2082]
solution-cell: 2 bbox=[1284, 2068, 1299, 2082]
sudoku-cell[interactable] bbox=[1348, 1761, 1384, 1796]
solution-cell: 6 bbox=[1313, 2068, 1328, 2082]
solution-cell: 3 bbox=[1385, 2068, 1399, 2082]
sudoku-cell[interactable] bbox=[1277, 1867, 1313, 1902]
flashback-logo: ଧରିତ୍ରୀ bbox=[45, 707, 97, 723]
solution-cell: 7 bbox=[1342, 2025, 1356, 2039]
sudoku-cell[interactable] bbox=[1313, 1902, 1348, 1938]
poem-line: ଦୁଃଖର ଘରଟି । bbox=[172, 113, 243, 127]
smruti-col-1: ଓଡ଼ିଶାର ମାଟି ଆଉ ମଣିଷ ୧୯୯୯ ଅକ୍ଟୋବର ୨୯ ତାରିଖର ସେହି ଭୟଙ୍କର ଦିନକୁ କେବେ ଭୁଲିପାରିବେ ନାହିଁ । ମହାବାତ୍ୟା ଓଡ଼ିଶାର ଉପକୂଳ ଅଞ୍ଚଳକୁ ଧ୍ୱଂସ କରିଦେଇଥିଲା । ଶହ ଶହ କିଲୋମିଟର ବେଗରେ ପବନ ବହିଥିଲା ଓ ସମୁଦ୍ରର ଜୁଆର ଗାଁ ଗାଁକୁ ବୁଡ଼ାଇଦେଇଥିଲା । ପ୍ରାୟ ଦଶ ହଜାରରୁ ଅଧିକ ଲୋକ ପ୍ରାଣ ହରାଇଥିଲେ । ଲକ୍ଷ ଲକ୍ଷ ଗୃହପାଳିତ ପଶୁ ମରିଯାଇଥିଲେ । ଜଗତସିଂହପୁର, କେନ୍ଦ୍ରାପଡ଼ା, ପୁରୀ ଓ ଭଦ୍ରକ ଜିଲ୍ଲା ସବୁଠାରୁ ଅଧିକ କ୍ଷତିଗ୍ରସ୍ତ ହୋଇଥିଲା । ଏରସମା ବ୍ଲକରେ ମୃତ୍ୟୁସଂଖ୍ୟା ସର୍ବାଧିକ ଥିଲା । ଗାଁ ଗାଁରେ ଶବ ଭାସୁଥିଲା । ଲୋକମାନେ ଗଛ ଉପରେ ଚଢ଼ି ଜୀବନ ବଞ୍ଚାଇଥିଲେ । ଦିନ ଦିନ ଧରି ଖାଦ୍ୟ ଓ ପାନୀୟ ଜଳ ମିଳୁ ନ ଥିଲା । ମୁଁ ସେତେବେଳେ ଜଳସମ୍ପଦ ବିଭାଗରେ କାର୍ଯ୍ୟରତ ଥିଲି । ବାତ୍ୟା ପରେ ରିଲିଫ କାର୍ଯ୍ୟରେ ଯୋଗ ଦେବାକୁ ମୋତେ ଉପକୂଳ ଅଞ୍ଚଳକୁ ପଠାଯାଇଥିଲା । ସେଠାରେ ଯାହା ଦେଖିଲି, ତାହା ଜୀବନସାରା ଭୁଲିପାରିବି ନାହିଁ । ଘର ସବୁ ଧୂଳିସାତ ହୋଇଯାଇଥିଲା । ବିଦ୍ୟୁତ ଖୁଣ୍ଟ ସବୁ ଭାଙ୍ଗିପଡ଼ିଥିଲା । ରାସ୍ତାଘାଟ ଅଚଳ ହୋଇଯାଇଥିଲା । ଆଜି ପନ୍ଦର ବର୍ଷ ପରେ ସେହି ସ୍ମୃତି ମନେପଡ଼ିଲେ ଦେହ ଶିହରି ଉଠେ । bbox=[40, 1610, 330, 1861]
sudoku-cell[interactable]: 6 bbox=[1383, 1619, 1419, 1655]
sudoku-cell[interactable] bbox=[1313, 1867, 1348, 1902]
sudoku-cell[interactable] bbox=[1171, 1690, 1207, 1726]
sudoku-cell[interactable] bbox=[1242, 1761, 1278, 1796]
sudoku-cell[interactable] bbox=[1383, 1725, 1419, 1761]
solution-cell: 4 bbox=[1284, 2082, 1299, 2096]
sudoku-header bbox=[1150, 1555, 1462, 1605]
sudoku-cell[interactable]: 5 bbox=[1454, 1831, 1490, 1867]
smruti-col-2b: ଏବଂ ଗଛଲତା ଉପୁଡ଼ି ପଡ଼ିଥିଲା । ମୁଁ ଦେଖିଲି ଗୋଟିଏ ପରିବାରର ସମସ୍ତ ସଦସ୍ୟ ଗୋଟିଏ ନଡ଼ିଆ ଗଛକୁ ଧରି ରାତିସାରା ବିତାଇଥିଲେ । ସକାଳ ହେବା ବେଳକୁ ଛୋଟ ପିଲାଟି ପାଣିରେ ଭାସିଯାଇଥିଲା । ମାଆଟିର କାନ୍ଦଣା ଆଜି ବି ମୋ କାନରେ ବାଜେ । bbox=[345, 1801, 585, 1874]
sudoku-logo: su bbox=[1156, 1559, 1183, 1583]
solution-cell: 1 bbox=[1385, 2082, 1399, 2096]
sudoku-cell[interactable] bbox=[1454, 1655, 1490, 1690]
mo-karma-col-1: ନାରାୟଣଙ୍କୁ ଭିଆଣି ଚାରିଟିଏ କରୁଥିଲେ । ତାଙ୍କ ସ୍ତ୍ରୀ ଅନେକେ କାର୍ଯ୍ୟରେ କାମ କରିଥିଲେ । ପୁଅଟିକୁ ପଢ଼ାଇବା ପାଇଁ ସେ ଦିନରାତି ପରିଶ୍ରମ କରୁଥିଲେ । ପୁଅ ବଡ଼ ହୋଇ ସହରରେ ଚାକିରି କଲା । କିନ୍ତୁ ପିତାମାତାଙ୍କୁ ଭୁଲିଗଲା । ନାରାୟଣ ଓ ତାଙ୍କ ସ୍ତ୍ରୀ ଗାଁରେ ଏକାକୀ ଜୀବନ ବିତାଉଥିଲେ । ଦିନେ ନାରାୟଣ ଅସୁସ୍ଥ ହୋଇପଡ଼ିଲେ । ସ୍ତ୍ରୀ ପୁଅକୁ ଖବର ଦେଲେ, କିନ୍ତୁ ପୁଅ ଆସିଲା ନାହିଁ । କହିଲା ତା'ର କାମ ଅଛି । ନାରାୟଣ ମନେ ମନେ ଭାବିଲେ, ମୁଁ ମୋ ପିତାମାତାଙ୍କ ସହ ଯାହା କରିଥିଲି, ଆଜି ମୋ ପୁଅ ମୋ ସହ ସେଇଆ କରୁଛି । ସେ ଯୁବାବସ୍ଥାରେ ନିଜ ବାପାମାଆଙ୍କୁ ଛାଡ଼ି ସହରକୁ ଚାଲିଯାଇଥିଲେ ଓ କେବେ ଫେରି ନ ଥିଲେ । ତାଙ୍କ ବାପା ମୃତ୍ୟୁଶଯ୍ୟାରେ ତାଙ୍କୁ ଡାକିଥିଲେ, କିନ୍ତୁ ସେ ଯାଇ ନ ଥିଲେ । ଆଜି ସେହି ସ୍ମୃତି ତାଙ୍କୁ କଷ୍ଟ ଦେଉଥିଲା । ସେ ସ୍ତ୍ରୀଙ୍କୁ କହିଲେ, ମୋ କର୍ମ ମୁଁ ଭୁଞ୍ଜୁଛି । ପୁଅକୁ ଦୋଷ ଦେଇ ଲାଭ ନାହିଁ । ମଣିଷ ଯାହା ବୁଣେ, ତାହା ହିଁ ଅମଳ କରେ । କିଛି ଦିନ ପରେ ନାରାୟଣ ସୁସ୍ଥ ହୋଇଗଲେ । ସେ ନିଜ ଜୀବନର ଶିକ୍ଷା ଗାଁର ଯୁବକମାନଙ୍କୁ ଶୁଣାଇଲେ । ପିତାମାତାଙ୍କ ସେବା କରିବା ସନ୍ତାନର ପରମ କର୍ତ୍ତବ୍ୟ ବୋଲି ସେ କହୁଥିଲେ । bbox=[40, 935, 335, 1201]
letter-signature: ସାଗର ସିଂହ, ପୁଣେ (ଇମେଲ୍‌ରୁ ପ୍ରାପ୍ତ) bbox=[1293, 955, 1462, 968]
sudoku-cell[interactable] bbox=[1171, 1655, 1207, 1690]
sudoku-cell[interactable] bbox=[1383, 1902, 1419, 1938]
sudoku-cell[interactable]: 2 bbox=[1454, 1690, 1490, 1726]
crop-mark: + bbox=[4, 1768, 18, 1793]
